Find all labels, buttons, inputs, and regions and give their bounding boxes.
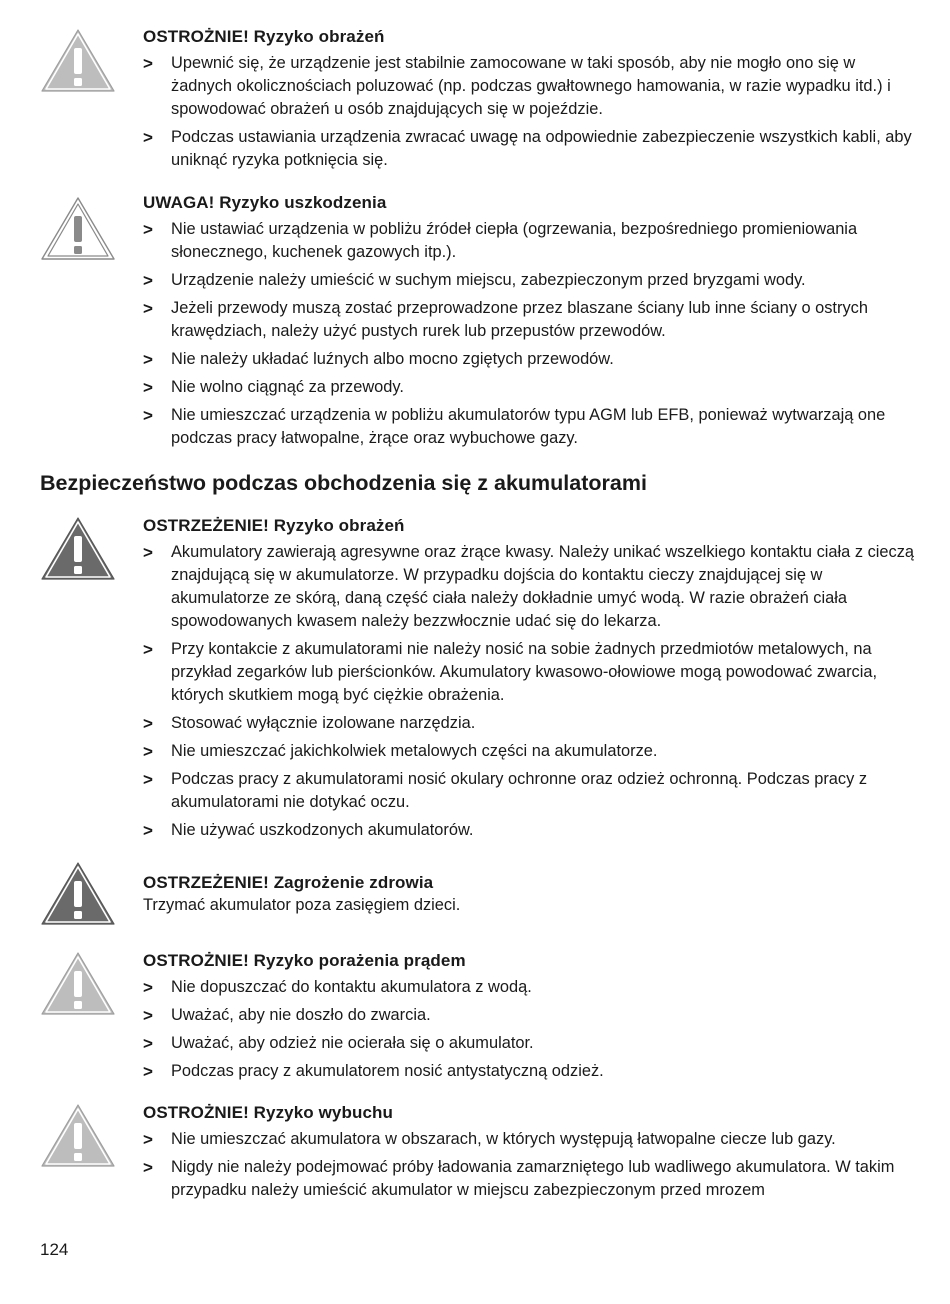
list-item: > Urządzenie należy umieścić w suchym miejscu, zabezpieczonym przed bryzgami wody. — [143, 271, 806, 290]
bullet-chevron: > — [143, 1006, 153, 1025]
bullet-chevron: > — [143, 543, 153, 562]
list-item: > Stosować wyłącznie izolowane narzędzia. — [143, 714, 476, 733]
warning-triangle-icon — [40, 951, 116, 1017]
bullet-chevron: > — [143, 1130, 153, 1149]
warning-heading: OSTROŻNIE! Ryzyko porażenia prądem — [143, 951, 466, 970]
list-item: > Upewnić się, że urządzenie jest stabilnie zamocowane w taki sposób, aby nie mogło ono się w żadnych okolicznościach poluzować (np. podczas gwałtownego hamowania, w razie wypadku itd.) i spowodować obrażeń u osób znajdujących się w pojeździe. — [143, 54, 891, 118]
warning-triangle-icon — [40, 28, 116, 94]
bullet-chevron: > — [143, 978, 153, 997]
bullet-chevron: > — [143, 378, 153, 397]
list-item: > Uważać, aby nie doszło do zwarcia. — [143, 1006, 431, 1025]
list-item: > Nie dopuszczać do kontaktu akumulatora z wodą. — [143, 978, 532, 997]
bullet-chevron: > — [143, 714, 153, 733]
bullet-chevron: > — [143, 1062, 153, 1081]
warning-triangle-outline-icon — [40, 196, 116, 262]
warning-list — [143, 976, 915, 1083]
warning-list — [143, 1128, 915, 1202]
list-item: > Nie umieszczać jakichkolwiek metalowych części na akumulatorze. — [143, 742, 658, 761]
section-title: Bezpieczeństwo podczas obchodzenia się z akumulatorami — [40, 471, 647, 495]
bullet-chevron: > — [143, 350, 153, 369]
list-item: > Nie używać uszkodzonych akumulatorów. — [143, 821, 474, 840]
warning-heading: UWAGA! Ryzyko uszkodzenia — [143, 193, 387, 212]
list-item: > Podczas ustawiania urządzenia zwracać uwagę na odpowiednie zabezpieczenie wszystkich kabli, aby uniknąć ryzyka potknięcia się. — [143, 128, 912, 169]
warning-list — [143, 52, 915, 172]
warning-triangle-icon — [40, 861, 116, 927]
bullet-chevron: > — [143, 1034, 153, 1053]
bullet-chevron: > — [143, 1158, 153, 1177]
bullet-chevron: > — [143, 640, 153, 659]
list-item: > Podczas pracy z akumulatorami nosić okulary ochronne oraz odzież ochronną. Podczas pracy z akumulatorami nie dotykać oczu. — [143, 770, 868, 811]
bullet-chevron: > — [143, 821, 153, 840]
bullet-chevron: > — [143, 220, 153, 239]
bullet-chevron: > — [143, 299, 153, 318]
bullet-chevron: > — [143, 406, 153, 425]
list-item: > Nie ustawiać urządzenia w pobliżu źródeł ciepła (ogrzewania, bezpośredniego promieniowania słonecznego, kuchenek gazowych itp.). — [143, 220, 858, 261]
bullet-chevron: > — [143, 770, 153, 789]
list-item: > Nie należy układać luźnych albo mocno zgiętych przewodów. — [143, 350, 614, 369]
list-item: > Akumulatory zawierają agresywne oraz żrące kwasy. Należy unikać wszelkiego kontaktu ciała z cieczą znajdującą się w akumulatorze. W przypadku dojścia do kontaktu cieczy znajdującej się w akumulatorze ze skórą, daną część ciała należy dokładnie umyć wodą. W razie obrażeń ciała spowodowanych kwasem należy bezzwłocznie udać się do lekarza. — [143, 543, 915, 630]
list-item: > Przy kontakcie z akumulatorami nie należy nosić na sobie żadnych przedmiotów metalowych, na przykład zegarków lub pierścionków. Akumulatory kwasowo-ołowiowe mogą powodować zwarcia, których skutkiem mogą być ciężkie obrażenia. — [143, 640, 878, 704]
warning-heading: OSTRZEŻENIE! Zagrożenie zdrowia — [143, 873, 434, 892]
warning-triangle-icon — [40, 1103, 116, 1169]
list-item: > Nigdy nie należy podejmować próby ładowania zamarzniętego lub wadliwego akumulatora. W takim przypadku należy umieścić akumulator w miejscu zabezpieczonym przed mrozem — [143, 1158, 895, 1199]
bullet-chevron: > — [143, 271, 153, 290]
warning-text: Trzymać akumulator poza zasięgiem dzieci. — [143, 896, 461, 914]
warning-list — [143, 541, 915, 842]
bullet-chevron: > — [143, 54, 153, 73]
bullet-chevron: > — [143, 742, 153, 761]
warning-heading: OSTRZEŻENIE! Ryzyko obrażeń — [143, 516, 405, 535]
warning-triangle-icon — [40, 516, 116, 582]
page-number: 124 — [40, 1240, 69, 1259]
list-item: > Nie wolno ciągnąć za przewody. — [143, 378, 404, 397]
list-item: > Podczas pracy z akumulatorem nosić antystatyczną odzież. — [143, 1062, 604, 1081]
warning-heading: OSTROŻNIE! Ryzyko obrażeń — [143, 27, 385, 46]
warning-list — [143, 218, 915, 450]
list-item: > Nie umieszczać urządzenia w pobliżu akumulatorów typu AGM lub EFB, ponieważ wytwarzają one podczas pracy łatwopalne, żrące oraz wybuchowe gazy. — [143, 406, 886, 447]
warning-heading: OSTROŻNIE! Ryzyko wybuchu — [143, 1103, 393, 1122]
list-item: > Jeżeli przewody muszą zostać przeprowadzone przez blaszane ściany lub inne ściany o ostrych krawędziach, należy użyć pustych rurek lub przepustów przewodów. — [143, 299, 868, 340]
list-item: > Uważać, aby odzież nie ocierała się o akumulator. — [143, 1034, 534, 1053]
list-item: > Nie umieszczać akumulatora w obszarach, w których występują łatwopalne ciecze lub gazy. — [143, 1130, 836, 1149]
bullet-chevron: > — [143, 128, 153, 147]
